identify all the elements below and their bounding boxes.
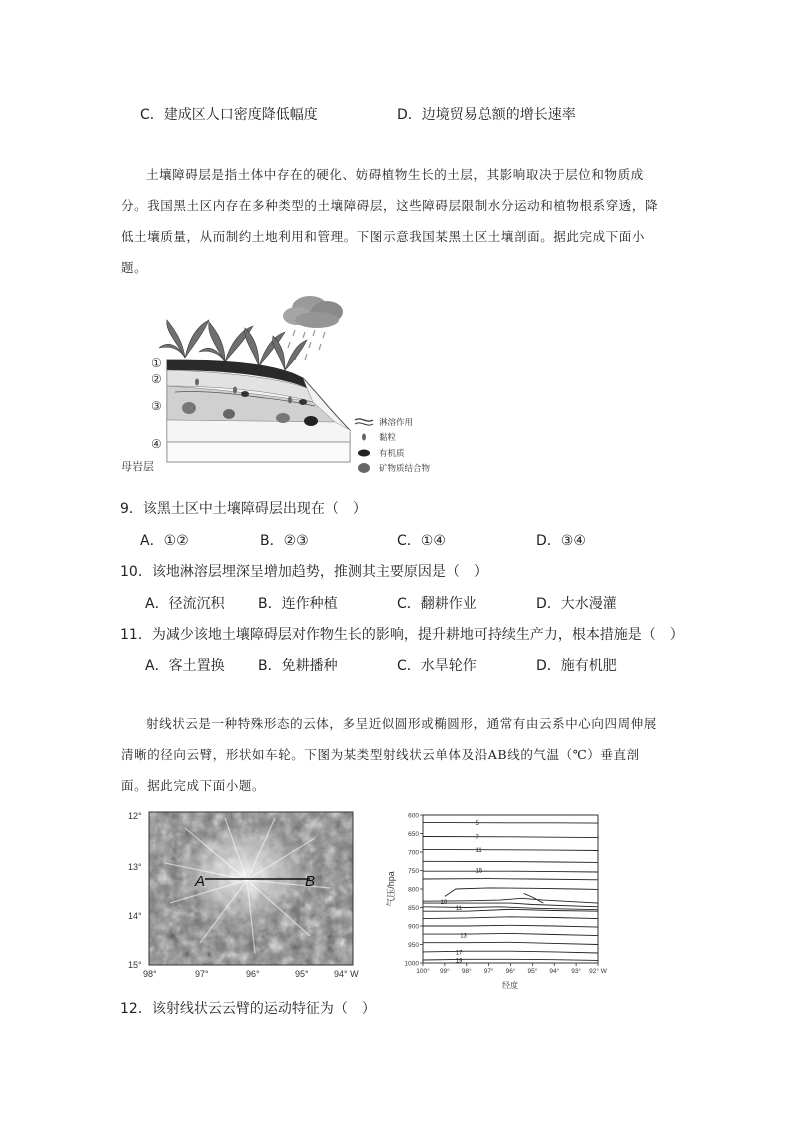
- q11-option-a: A．客土置换: [145, 658, 225, 674]
- isotherm-value-label: 19: [455, 958, 463, 965]
- y-tick-label: 800: [408, 886, 419, 894]
- rain-cloud-icon: [283, 296, 343, 360]
- x-tick-label: 95°: [527, 968, 538, 975]
- x-tick-label: 96°: [505, 968, 516, 975]
- y-tick-label: 950: [408, 942, 419, 949]
- q9-option-a: A．①②: [140, 533, 189, 549]
- isotherm-value-label: 17: [455, 950, 463, 957]
- question-11-stem: 11．为减少该地土壤障碍层对作物生长的影响，提升耕地可持续生产力，根本措施是（ ）: [120, 627, 684, 643]
- y-tick-label: 900: [408, 923, 419, 931]
- option-c: C．建成区人口密度降低幅度: [140, 107, 318, 123]
- soil-profile: [167, 360, 350, 462]
- q11-option-d: D．施有机肥: [536, 658, 617, 674]
- leaching-icon: [355, 419, 373, 421]
- isotherm-value-label: 11: [455, 906, 463, 913]
- isotherm-value-label: 11: [475, 848, 482, 855]
- q10-option-c: C．翻耕作业: [397, 596, 477, 612]
- x-tick-label: 94°: [549, 968, 560, 975]
- legend-mineral: 矿物质结合物: [379, 463, 431, 473]
- passage-soil: [121, 159, 661, 283]
- satellite-image: [149, 812, 353, 965]
- lat-label-14: 14°: [128, 911, 142, 921]
- temperature-cross-section-chart: [380, 804, 620, 992]
- y-tick-label: 600: [408, 812, 419, 820]
- soil-legend: [355, 417, 431, 473]
- passage-soil-text: 土壤障碍层是指土体中存在的硬化、妨碍植物生长的土层，其影响取决于层位和物质成分。我国黑土区内存在多种类型的土壤障碍层，这些障碍层限制水分运动和植物根系穿透，降低土壤质量，从而制约土地利用和管理。下图示意我国某黑土区土壤剖面。据此完成下面小题。: [121, 167, 659, 275]
- lon-label-94w: 94° W: [334, 969, 359, 979]
- point-b-label: B: [305, 873, 316, 890]
- y-axis-label: 气压/hpa: [386, 871, 396, 907]
- q10-option-d: D．大水漫灌: [536, 596, 617, 612]
- legend-leaching: 淋溶作用: [379, 417, 414, 427]
- y-axis-ticks: [405, 813, 423, 968]
- layer-label-4: ④: [151, 437, 162, 451]
- x-tick-label: 100°: [416, 968, 430, 975]
- q9-option-d: D．③④: [536, 533, 586, 549]
- x-tick-label: 92° W: [589, 968, 607, 975]
- isotherm-value-label: 15: [475, 868, 483, 875]
- layer-label-1: ①: [151, 356, 162, 370]
- lon-label-98: 98°: [143, 969, 157, 979]
- x-axis-label: 经度: [502, 981, 518, 990]
- satellite-cloud-figure: [125, 808, 375, 983]
- mineral-compound-icon: [358, 463, 370, 473]
- legend-organic: 有机质: [379, 448, 405, 458]
- option-d: D．边境贸易总额的增长速率: [397, 107, 576, 123]
- passage-radial-cloud-text: 射线状云是一种特殊形态的云体，多呈近似圆形或椭圆形，通常有由云系中心向四周伸展清晰的径向云臂，形状如车轮。下图为某类型射线状云单体及沿AB线的气温（℃）垂直剖面。据此完成下面小题。: [121, 716, 657, 793]
- x-tick-label: 93°: [571, 968, 582, 975]
- passage-radial-cloud: [121, 708, 661, 801]
- isotherm-value-label: 5: [475, 821, 479, 828]
- lon-label-96: 96°: [246, 969, 260, 979]
- x-tick-label: 98°: [461, 968, 472, 975]
- x-tick-label: 99°: [439, 968, 450, 975]
- lon-label-97: 97°: [195, 969, 209, 979]
- isotherm-value-label: 13: [460, 933, 467, 940]
- q11-option-b: B．免耕播种: [258, 658, 338, 674]
- y-tick-label: 750: [408, 868, 419, 875]
- clay-icon: [362, 434, 366, 441]
- isotherm-value-label: 10: [440, 899, 448, 906]
- x-tick-label: 97°: [483, 968, 494, 975]
- y-tick-label: 1000: [404, 960, 419, 968]
- q11-option-c: C．水旱轮作: [397, 658, 477, 674]
- soil-profile-figure: [121, 290, 455, 480]
- y-tick-label: 700: [408, 849, 419, 857]
- lat-label-15: 15°: [128, 960, 142, 970]
- q9-option-b: B．②③: [260, 533, 309, 549]
- layer-label-3: ③: [151, 399, 162, 413]
- isotherm-value-label: 7: [475, 835, 479, 842]
- question-10-stem: 10．该地淋溶层埋深呈增加趋势，推测其主要原因是（ ）: [120, 564, 488, 580]
- y-tick-label: 650: [408, 831, 419, 838]
- lat-label-13: 13°: [128, 862, 142, 872]
- q10-option-a: A．径流沉积: [145, 596, 225, 612]
- question-9-stem: 9．该黑土区中土壤障碍层出现在（ ）: [120, 501, 367, 517]
- point-a-label: A: [195, 873, 206, 890]
- question-12-stem: 12．该射线状云云臂的运动特征为（ ）: [120, 1001, 376, 1017]
- organic-matter-icon: [358, 450, 370, 457]
- lat-label-12: 12°: [128, 811, 142, 821]
- lon-label-95: 95°: [295, 969, 309, 979]
- y-tick-label: 850: [408, 905, 419, 912]
- layer-label-2: ②: [151, 372, 162, 386]
- q9-option-c: C．①④: [397, 533, 446, 549]
- legend-clay: 黏粒: [379, 432, 397, 442]
- q10-option-b: B．连作种植: [258, 596, 338, 612]
- bedrock-label: 母岩层: [121, 461, 154, 473]
- x-axis-ticks: [416, 963, 607, 975]
